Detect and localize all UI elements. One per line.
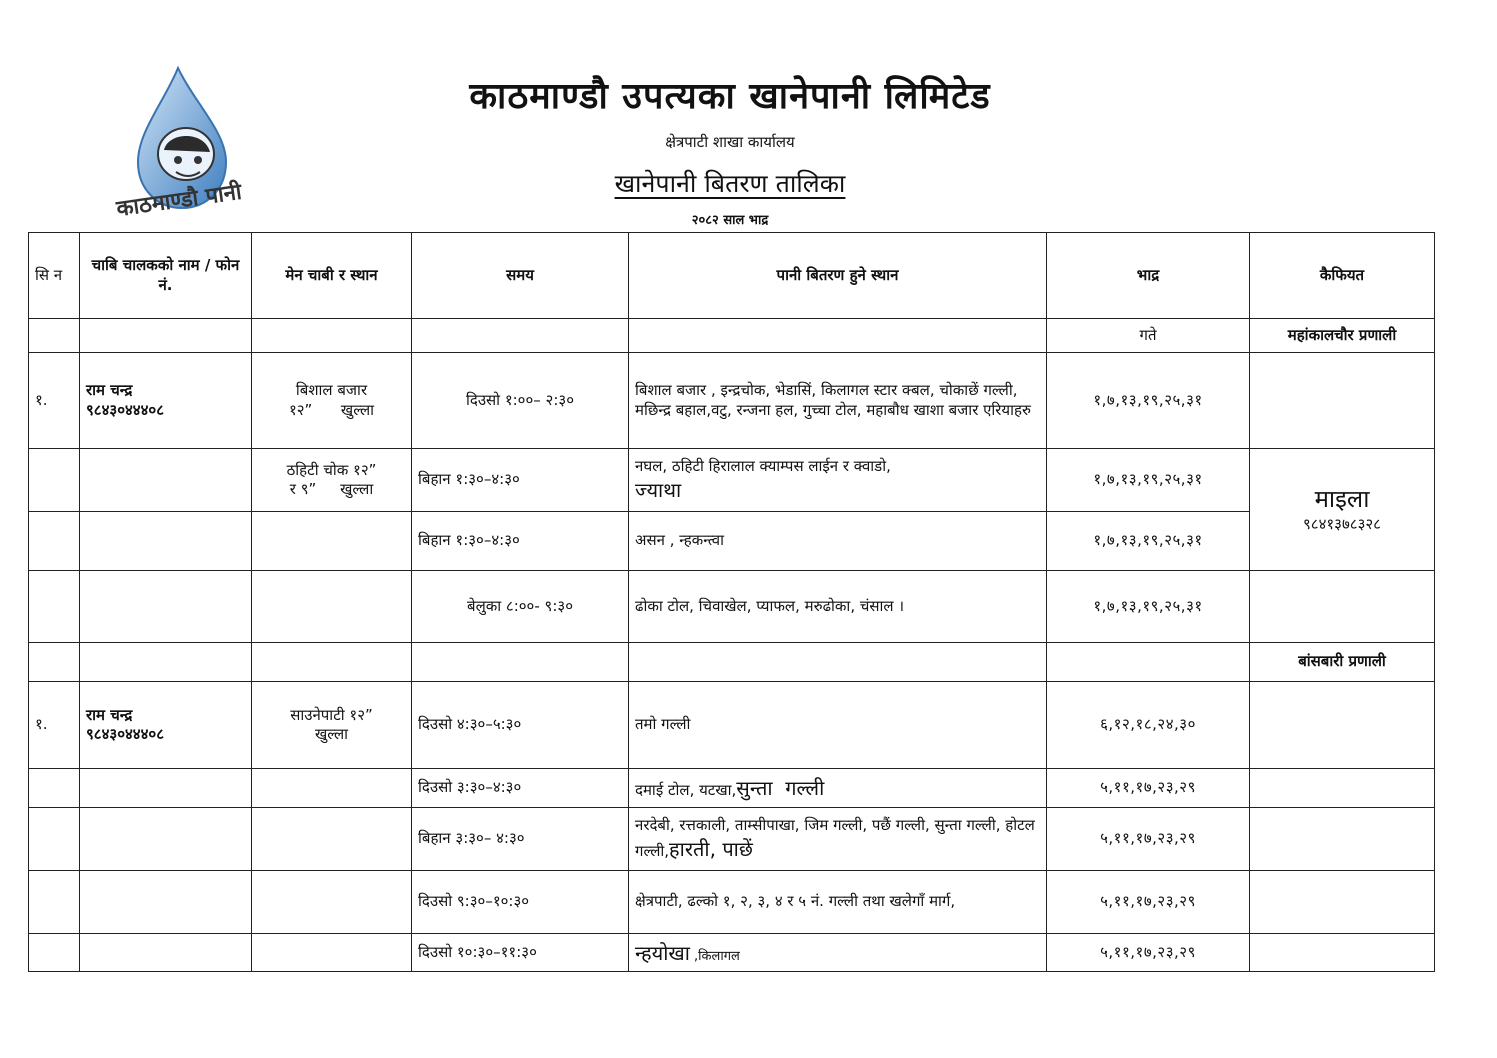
supply-location: तमो गल्ली — [629, 682, 1047, 769]
supply-location: क्षेत्रपाटी, ढल्को १, २, ३, ४ र ५ नं. गल्ली तथा खलेगाँ मार्ग, — [629, 871, 1047, 934]
supply-location: नरदेबी, रत्तकाली, ताम्सीपाखा, जिम गल्ली, पछैं गल्ली, सुन्ता गल्ली, होटल गल्ली, — [635, 816, 1035, 860]
table-row — [29, 808, 1435, 871]
supply-location: नघल, ठहिटी हिरालाल क्याम्पस लाईन र क्वाडो, — [635, 457, 891, 476]
valve-location: बिशाल बजार — [295, 381, 368, 399]
supply-time: बिहान ३:३०– ४:३० — [412, 808, 629, 871]
table-row — [29, 682, 1435, 769]
supply-location: ढोका टोल, चिवाखेल, प्याफल, मरुढोका, चंसाल । — [629, 571, 1047, 643]
supply-time: बिहान १:३०–४:३० — [412, 449, 629, 512]
table-row — [29, 571, 1435, 643]
table-row — [29, 353, 1435, 449]
supply-dates: १,७,१३,१९,२५,३१ — [1047, 512, 1250, 571]
row-sn: १. — [29, 682, 80, 769]
operator-name: राम चन्द्र — [86, 381, 133, 399]
supply-location-highlight: हारती, पाछें — [669, 836, 753, 861]
supply-time: बेलुका ८:००- ९:३० — [412, 571, 629, 643]
supply-dates: १,७,१३,१९,२५,३१ — [1047, 353, 1250, 449]
table-row — [29, 769, 1435, 808]
supply-location-highlight: ज्याथा — [635, 477, 682, 502]
supply-time: दिउसो ३:३०–४:३० — [412, 769, 629, 808]
supply-location-highlight: न्हयोखा — [635, 940, 690, 965]
table-row — [29, 449, 1435, 512]
table-row — [29, 934, 1435, 972]
supply-location: ,किलागल — [689, 948, 740, 964]
remark-name: माइला — [1314, 485, 1370, 514]
supply-dates: ५,११,१७,२३,२९ — [1047, 934, 1250, 972]
valve-location: साउनेपाटी १२” — [290, 705, 373, 724]
org-name: काठमाण्डौ उपत्यका खानेपानी लिमिटेड — [469, 76, 991, 117]
document-title: खानेपानी बितरण तालिका — [614, 169, 846, 198]
supply-dates: ५,११,१७,२३,२९ — [1047, 769, 1250, 808]
gate-label: गते — [1047, 319, 1250, 353]
col-header-operator: चाबि चालकको नाम / फोन नं. — [80, 233, 252, 319]
supply-dates: ५,११,१७,२३,२९ — [1047, 871, 1250, 934]
valve-location: ठहिटी चोक १२” — [286, 460, 377, 479]
col-header-month: भाद्र — [1047, 233, 1250, 319]
row-sn: १. — [29, 353, 80, 449]
valve-size: र ९” खुल्ला — [289, 480, 374, 498]
header-row — [29, 233, 1435, 319]
col-header-sn: सि न — [29, 233, 80, 319]
table-row — [29, 871, 1435, 934]
remark-phone: ९८४१३७८३२८ — [1302, 515, 1381, 534]
supply-dates: १,७,१३,१९,२५,३१ — [1047, 449, 1250, 512]
branch-name: क्षेत्रपाटी शाखा कार्यालय — [665, 133, 795, 151]
system-row — [29, 643, 1435, 682]
logo-text: काठमाण्डौ पानी — [115, 179, 244, 223]
period-label: २०८२ साल भाद्र — [691, 213, 769, 228]
system-name: बांसबारी प्रणाली — [1250, 643, 1435, 682]
operator-name: राम चन्द्र — [86, 705, 133, 724]
supply-location-highlight: सुन्ता गल्ली — [736, 776, 825, 800]
system-name: महांकालचौर प्रणाली — [1250, 319, 1435, 353]
supply-location: दमाई टोल, यटखा, — [635, 781, 737, 799]
supply-time: दिउसो ९:३०–१०:३० — [412, 871, 629, 934]
supply-time: दिउसो १०:३०–११:३० — [412, 934, 629, 972]
supply-dates: १,७,१३,१९,२५,३१ — [1047, 571, 1250, 643]
supply-time: बिहान १:३०–४:३० — [412, 512, 629, 571]
supply-dates: ५,११,१७,२३,२९ — [1047, 808, 1250, 871]
supply-location: बिशाल बजार , इन्द्रचोक, भेडासिं, किलागल स्टार क्बल, चोकाछें गल्ली, मछिन्द्र बहाल,वटु, रन्जना हल, गुच्चा टोल, महाबौध खाशा बजार एरियाहरु — [629, 353, 1047, 449]
remark-cell — [1250, 449, 1435, 571]
col-header-remarks: कैफियत — [1250, 233, 1435, 319]
col-header-time: समय — [412, 233, 629, 319]
operator-phone: ९८४३०४४४०८ — [86, 400, 165, 419]
col-header-main-valve: मेन चाबी र स्थान — [252, 233, 412, 319]
col-header-location: पानी बितरण हुने स्थान — [629, 233, 1047, 319]
schedule-table — [28, 232, 1435, 972]
valve-size: खुल्ला — [314, 725, 349, 743]
supply-time: दिउसो ४:३०–५:३० — [412, 682, 629, 769]
supply-time: दिउसो १:००– २:३० — [412, 353, 629, 449]
supply-dates: ६,१२,१८,२४,३० — [1047, 682, 1250, 769]
operator-phone: ९८४३०४४४०८ — [86, 725, 165, 743]
system-row — [29, 319, 1435, 353]
supply-location: असन , न्हकन्त्वा — [629, 512, 1047, 571]
table-row — [29, 512, 1435, 571]
valve-size: १२” खुल्ला — [288, 400, 375, 419]
